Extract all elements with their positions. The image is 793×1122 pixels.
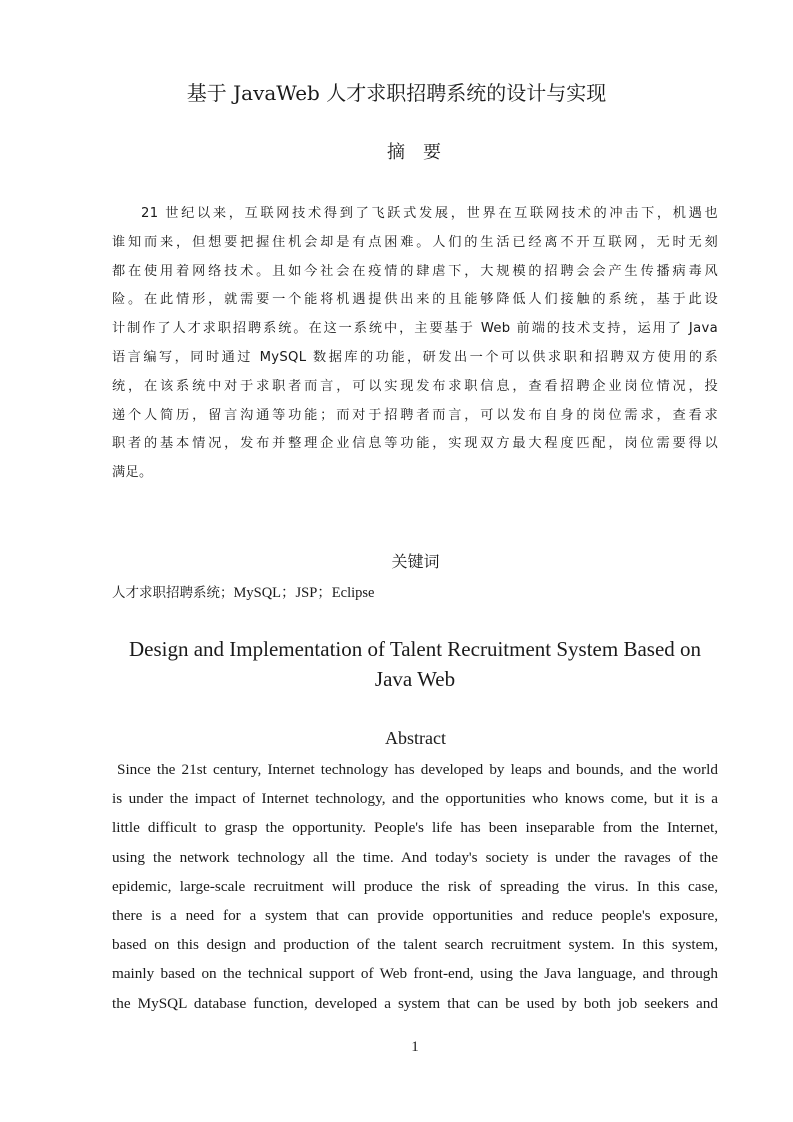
chinese-abstract-body — [112, 200, 718, 488]
chinese-abstract-line: 21 世纪以来，互联网技术得到了飞跃式发展，世界在互联网技术的冲击下，机遇也 — [141, 206, 718, 221]
chinese-abstract-line: 满足。 — [112, 465, 153, 481]
english-abstract-heading: Abstract — [385, 728, 446, 748]
page-number: 1 — [411, 1039, 419, 1055]
chinese-abstract-line: 语言编写，同时通过 MySQL 数据库的功能，研发出一个可以供求职和招聘双方使用的系 — [112, 349, 718, 365]
chinese-title: 基于 JavaWeb 人才求职招聘系统的设计与实现 — [186, 81, 607, 105]
english-abstract-line: there is a need for a system that can provide opportunities and reduce people's exposure, — [112, 907, 718, 925]
keywords-latin: MySQL；JSP；Eclipse — [233, 585, 375, 601]
chinese-abstract-line: 谁知而来，但想要把握住机会却是有点困难。人们的生活已经离不开互联网，无时无刻 — [112, 234, 718, 250]
english-title-line: Design and Implementation of Talent Recruitment System Based on — [128, 637, 702, 661]
chinese-abstract-line: 都在使用着网络技术。且如今社会在疫情的肆虐下，大规模的招聘会会产生传播病毒风 — [112, 263, 718, 279]
english-abstract-body — [112, 755, 718, 1018]
english-abstract-line: mainly based on the technical support of Web front-end, using the Java language, and through — [112, 965, 718, 983]
chinese-abstract-line: 统，在该系统中对于求职者而言，可以实现发布求职信息，查看招聘企业岗位情况，投 — [112, 378, 718, 394]
english-abstract-line: is under the impact of Internet technology, and the opportunities who knows come, but it is a — [112, 790, 718, 808]
english-abstract-line: based on this design and production of the talent search recruitment system. In this system, — [112, 936, 718, 954]
english-title-line: Java Web — [374, 667, 456, 691]
english-title — [0, 634, 793, 694]
chinese-abstract-line: 险。在此情形，就需要一个能将机遇提供出来的且能够降低人们接触的系统，基于此设 — [112, 292, 718, 308]
english-abstract-line: epidemic, large-scale recruitment will produce the risk of spreading the virus. In this case, — [112, 877, 718, 895]
english-abstract-line: Since the 21st century, Internet technology has developed by leaps and bounds, and the world — [117, 761, 718, 778]
keywords-heading: 关键词 — [391, 552, 440, 571]
english-abstract-line: little difficult to grasp the opportunity. People's life has been inseparable from the Internet, — [112, 819, 718, 837]
chinese-abstract-heading: 摘 要 — [387, 142, 441, 163]
chinese-abstract-line: 递个人简历，留言沟通等功能；而对于招聘者而言，可以发布自身的岗位需求，查看求 — [112, 407, 718, 423]
keywords-line — [112, 581, 722, 605]
chinese-abstract-line: 职者的基本情况，发布并整理企业信息等功能，实现双方最大程度匹配，岗位需要得以 — [112, 436, 718, 452]
english-abstract-line: using the network technology all the time. And today's society is under the ravages of the — [112, 848, 718, 866]
chinese-abstract-line: 计制作了人才求职招聘系统。在这一系统中，主要基于 Web 前端的技术支持，运用了 Java — [112, 321, 718, 337]
english-abstract-line: the MySQL database function, developed a system that can be used by both job seekers and — [112, 994, 718, 1012]
keywords-chinese: 人才求职招聘系统； — [112, 585, 234, 601]
